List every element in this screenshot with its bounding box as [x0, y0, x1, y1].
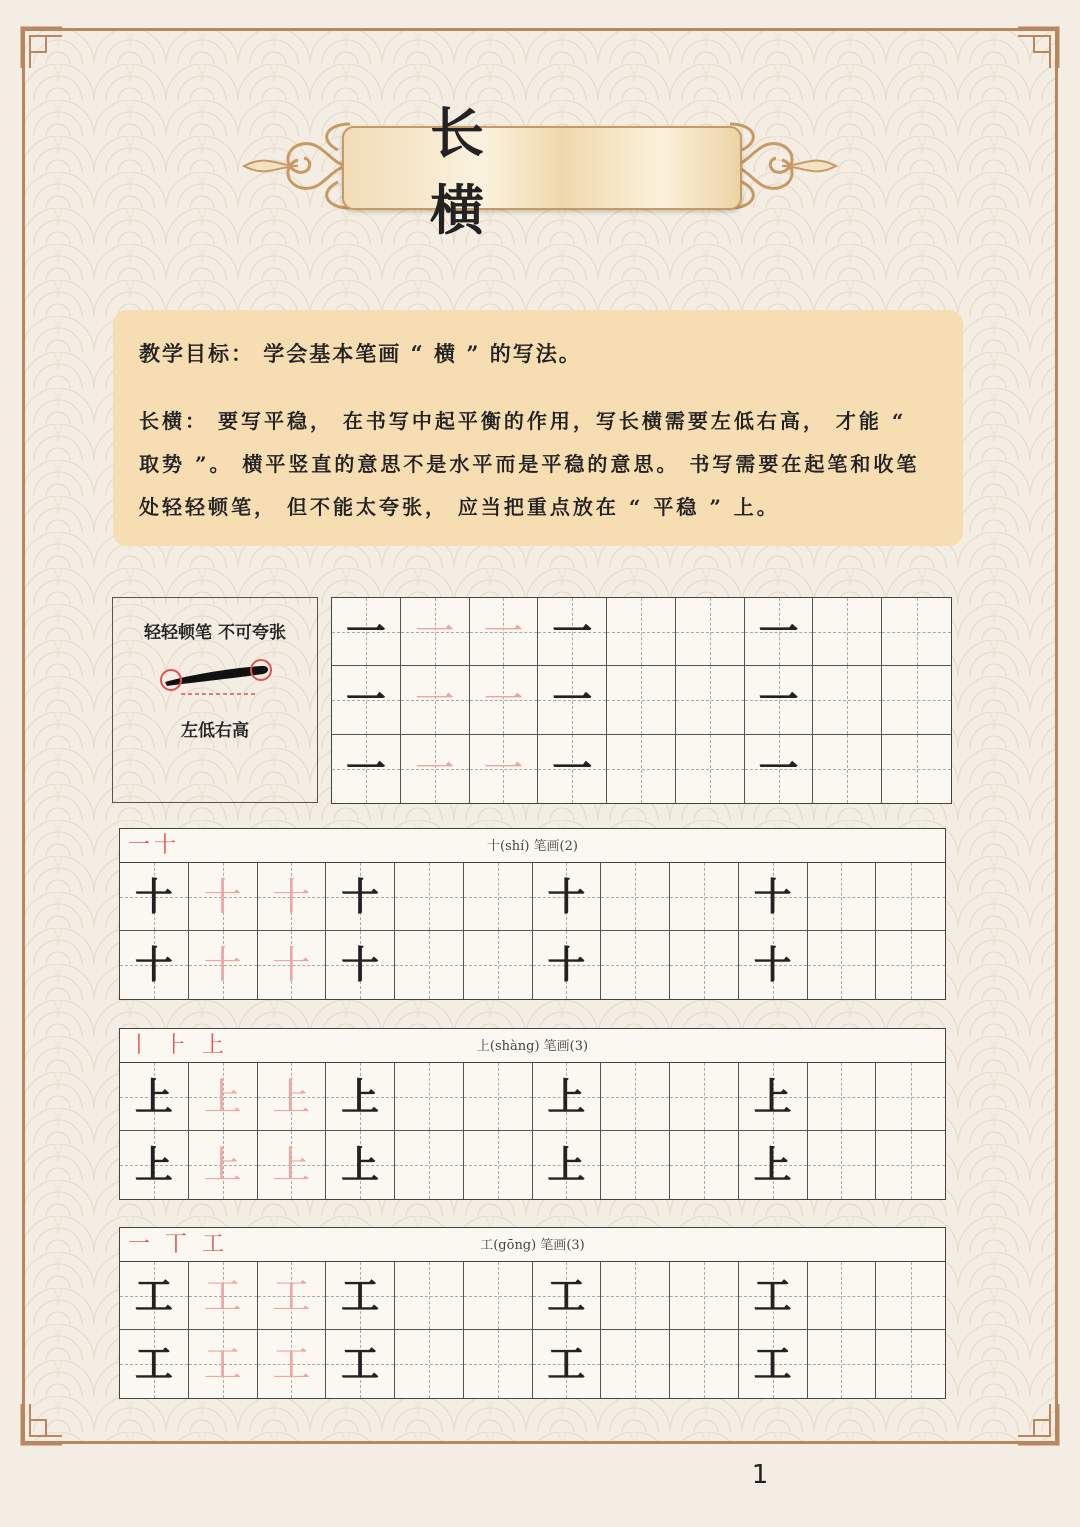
grid-cell[interactable]	[401, 598, 470, 666]
grid-cell[interactable]	[538, 735, 607, 803]
teaching-goal-body: 长横： 要写平稳， 在书写中起平衡的作用，写长横需要左低右高， 才能 “ 取势 ”。 横平竖直的意思不是水平而是平稳的意思。 书写需要在起笔和收笔处轻轻顿笔， 但不能太夸张， 应当把重点放在 “ 平稳 ” 上。	[139, 409, 920, 519]
grid-cell[interactable]	[670, 1330, 739, 1398]
grid-cell[interactable]	[745, 735, 814, 803]
grid-cell[interactable]	[533, 1262, 602, 1330]
grid-cell[interactable]	[676, 666, 745, 734]
grid-cell[interactable]	[258, 1330, 327, 1398]
grid-cell[interactable]	[189, 1262, 258, 1330]
practice-character: 工	[134, 1341, 173, 1386]
grid-cell[interactable]	[395, 931, 464, 999]
grid-cell[interactable]	[876, 1262, 945, 1330]
char-info: 十(shí) 笔画(2)	[487, 839, 578, 854]
grid-cell[interactable]	[808, 1262, 877, 1330]
grid-cell[interactable]	[538, 598, 607, 666]
practice-character: 十	[547, 873, 586, 919]
practice-character: 工	[272, 1342, 311, 1386]
practice-character: 上	[341, 1073, 380, 1119]
grid-cell[interactable]	[189, 1063, 258, 1131]
corner-ornament-icon	[18, 1400, 66, 1448]
practice-character: 工	[753, 1341, 792, 1386]
grid-cell[interactable]	[120, 1330, 189, 1398]
practice-character: 上	[753, 1142, 792, 1187]
grid-cell[interactable]	[813, 666, 882, 734]
char-practice-grid	[119, 1062, 946, 1200]
practice-character: 上	[134, 1142, 173, 1187]
grid-cell[interactable]	[258, 1262, 327, 1330]
grid-cell[interactable]	[189, 863, 258, 931]
grid-cell[interactable]	[882, 666, 951, 734]
stroke-order-rest: 丨 ⺊ 上	[128, 1033, 228, 1058]
stroke-order-first: 一	[128, 833, 155, 858]
grid-cell[interactable]	[470, 666, 539, 734]
grid-cell[interactable]	[464, 1262, 533, 1330]
practice-character: 一	[758, 607, 799, 655]
grid-cell[interactable]	[258, 931, 327, 999]
practice-character: 工	[753, 1272, 792, 1318]
practice-character: 一	[345, 607, 386, 655]
grid-cell[interactable]	[326, 1330, 395, 1398]
practice-character: 十	[272, 943, 311, 987]
grid-cell[interactable]	[876, 1063, 945, 1131]
practice-character: 工	[134, 1272, 173, 1318]
grid-cell[interactable]	[395, 1063, 464, 1131]
practice-character: 十	[753, 873, 792, 919]
grid-cell[interactable]	[332, 666, 401, 734]
practice-character: 一	[483, 608, 524, 655]
grid-cell[interactable]	[395, 1262, 464, 1330]
grid-cell[interactable]	[882, 735, 951, 803]
grid-cell[interactable]	[120, 931, 189, 999]
practice-character: 十	[134, 942, 173, 987]
grid-cell[interactable]	[401, 735, 470, 803]
grid-cell[interactable]	[876, 863, 945, 931]
grid-cell[interactable]	[601, 1330, 670, 1398]
char-info: 工(gōng) 笔画(3)	[480, 1238, 585, 1253]
practice-character: 十	[203, 943, 242, 987]
grid-cell[interactable]	[813, 598, 882, 666]
grid-cell[interactable]	[533, 1063, 602, 1131]
practice-character: 一	[414, 608, 455, 655]
grid-cell[interactable]	[739, 1262, 808, 1330]
grid-cell[interactable]	[808, 863, 877, 931]
grid-cell[interactable]	[326, 1131, 395, 1199]
stroke-order-rest: 十	[154, 833, 181, 858]
practice-character: 上	[203, 1074, 242, 1119]
teaching-goal-heading: 教学目标： 学会基本笔画 “ 横 ” 的写法。	[139, 341, 582, 366]
grid-cell[interactable]	[601, 1262, 670, 1330]
practice-character: 上	[272, 1074, 311, 1119]
practice-character: 工	[547, 1272, 586, 1318]
grid-cell[interactable]	[676, 598, 745, 666]
stroke-practice-grid	[331, 597, 952, 804]
teaching-goal-box	[113, 310, 963, 546]
practice-character: 一	[483, 745, 524, 792]
corner-ornament-icon	[1014, 24, 1062, 72]
practice-character: 十	[203, 874, 242, 919]
practice-character: 工	[203, 1342, 242, 1386]
grid-cell[interactable]	[607, 598, 676, 666]
grid-cell[interactable]	[401, 666, 470, 734]
page-number: 1	[751, 1460, 769, 1490]
practice-character: 十	[753, 942, 792, 987]
grid-cell[interactable]	[189, 1131, 258, 1199]
title-plaque	[238, 101, 842, 242]
practice-character: 一	[758, 675, 799, 723]
practice-character: 上	[203, 1143, 242, 1187]
section-header	[119, 1028, 946, 1062]
grid-cell[interactable]	[464, 1131, 533, 1199]
grid-cell[interactable]	[601, 1131, 670, 1199]
practice-character: 上	[547, 1142, 586, 1187]
grid-cell[interactable]	[808, 1330, 877, 1398]
grid-cell[interactable]	[739, 1330, 808, 1398]
practice-character: 十	[341, 873, 380, 919]
grid-cell[interactable]	[808, 1131, 877, 1199]
practice-character: 上	[272, 1143, 311, 1187]
grid-cell[interactable]	[745, 598, 814, 666]
grid-cell[interactable]	[395, 1330, 464, 1398]
practice-character: 工	[203, 1273, 242, 1318]
grid-cell[interactable]	[739, 1063, 808, 1131]
practice-character: 一	[414, 745, 455, 792]
grid-cell[interactable]	[332, 735, 401, 803]
grid-cell[interactable]	[326, 1063, 395, 1131]
practice-character: 十	[341, 942, 380, 987]
grid-cell[interactable]	[739, 863, 808, 931]
grid-cell[interactable]	[533, 1131, 602, 1199]
char-info: 上(shàng) 笔画(3)	[476, 1039, 589, 1054]
practice-character: 一	[483, 676, 524, 723]
grid-cell[interactable]	[120, 1262, 189, 1330]
grid-cell[interactable]	[326, 1262, 395, 1330]
grid-cell[interactable]	[189, 1330, 258, 1398]
grid-cell[interactable]	[670, 863, 739, 931]
practice-character: 工	[272, 1273, 311, 1318]
grid-cell[interactable]	[607, 666, 676, 734]
grid-cell[interactable]	[464, 931, 533, 999]
practice-character: 一	[345, 675, 386, 723]
grid-cell[interactable]	[601, 931, 670, 999]
practice-character: 十	[134, 873, 173, 919]
practice-character: 上	[547, 1073, 586, 1119]
char-section-gong	[119, 1227, 946, 1399]
practice-character: 一	[552, 675, 593, 723]
grid-cell[interactable]	[670, 1262, 739, 1330]
grid-cell[interactable]	[189, 931, 258, 999]
grid-cell[interactable]	[395, 1131, 464, 1199]
grid-cell[interactable]	[464, 1330, 533, 1398]
grid-cell[interactable]	[745, 666, 814, 734]
title-plate	[342, 101, 742, 242]
practice-character: 十	[547, 942, 586, 987]
grid-cell[interactable]	[882, 598, 951, 666]
section-header	[119, 828, 946, 862]
page-title: 长 横	[430, 101, 570, 242]
grid-cell[interactable]	[258, 1131, 327, 1199]
stroke-tip-box	[112, 597, 318, 803]
grid-cell[interactable]	[670, 1131, 739, 1199]
stroke-order-rest: 一 丅 工	[128, 1232, 228, 1257]
grid-cell[interactable]	[601, 1063, 670, 1131]
tip-top-text: 轻轻顿笔 不可夸张	[144, 623, 286, 643]
practice-character: 上	[753, 1073, 792, 1119]
practice-character: 一	[552, 607, 593, 655]
grid-cell[interactable]	[258, 1063, 327, 1131]
practice-character: 上	[134, 1073, 173, 1119]
grid-cell[interactable]	[120, 1131, 189, 1199]
grid-cell[interactable]	[813, 735, 882, 803]
practice-character: 上	[341, 1142, 380, 1187]
char-practice-grid	[119, 1261, 946, 1399]
grid-cell[interactable]	[326, 931, 395, 999]
tip-bottom-text: 左低右高	[181, 721, 249, 741]
grid-cell[interactable]	[464, 863, 533, 931]
grid-cell[interactable]	[808, 931, 877, 999]
grid-cell[interactable]	[470, 598, 539, 666]
grid-cell[interactable]	[533, 1330, 602, 1398]
grid-cell[interactable]	[464, 1063, 533, 1131]
grid-cell[interactable]	[739, 1131, 808, 1199]
section-header	[119, 1227, 946, 1261]
practice-character: 一	[414, 676, 455, 723]
grid-cell[interactable]	[332, 598, 401, 666]
grid-cell[interactable]	[876, 1131, 945, 1199]
char-section-shang	[119, 1028, 946, 1200]
corner-ornament-icon	[1014, 1400, 1062, 1448]
grid-cell[interactable]	[876, 931, 945, 999]
grid-cell[interactable]	[538, 666, 607, 734]
grid-cell[interactable]	[670, 931, 739, 999]
char-section-shi	[119, 828, 946, 1000]
horizontal-stroke-diagram-icon	[153, 652, 279, 698]
grid-cell[interactable]	[258, 863, 327, 931]
practice-character: 一	[552, 744, 593, 792]
grid-cell[interactable]	[395, 863, 464, 931]
grid-cell[interactable]	[876, 1330, 945, 1398]
grid-cell[interactable]	[607, 735, 676, 803]
grid-cell[interactable]	[533, 863, 602, 931]
grid-cell[interactable]	[670, 1063, 739, 1131]
grid-cell[interactable]	[601, 863, 670, 931]
char-practice-grid	[119, 862, 946, 1000]
practice-character: 工	[341, 1272, 380, 1318]
practice-character: 一	[758, 744, 799, 792]
grid-cell[interactable]	[470, 735, 539, 803]
grid-cell[interactable]	[739, 931, 808, 999]
corner-ornament-icon	[18, 24, 66, 72]
practice-character: 工	[341, 1341, 380, 1386]
grid-cell[interactable]	[120, 863, 189, 931]
grid-cell[interactable]	[120, 1063, 189, 1131]
practice-character: 工	[547, 1341, 586, 1386]
grid-cell[interactable]	[676, 735, 745, 803]
practice-character: 一	[345, 744, 386, 792]
practice-character: 十	[272, 874, 311, 919]
grid-cell[interactable]	[808, 1063, 877, 1131]
grid-cell[interactable]	[326, 863, 395, 931]
grid-cell[interactable]	[533, 931, 602, 999]
